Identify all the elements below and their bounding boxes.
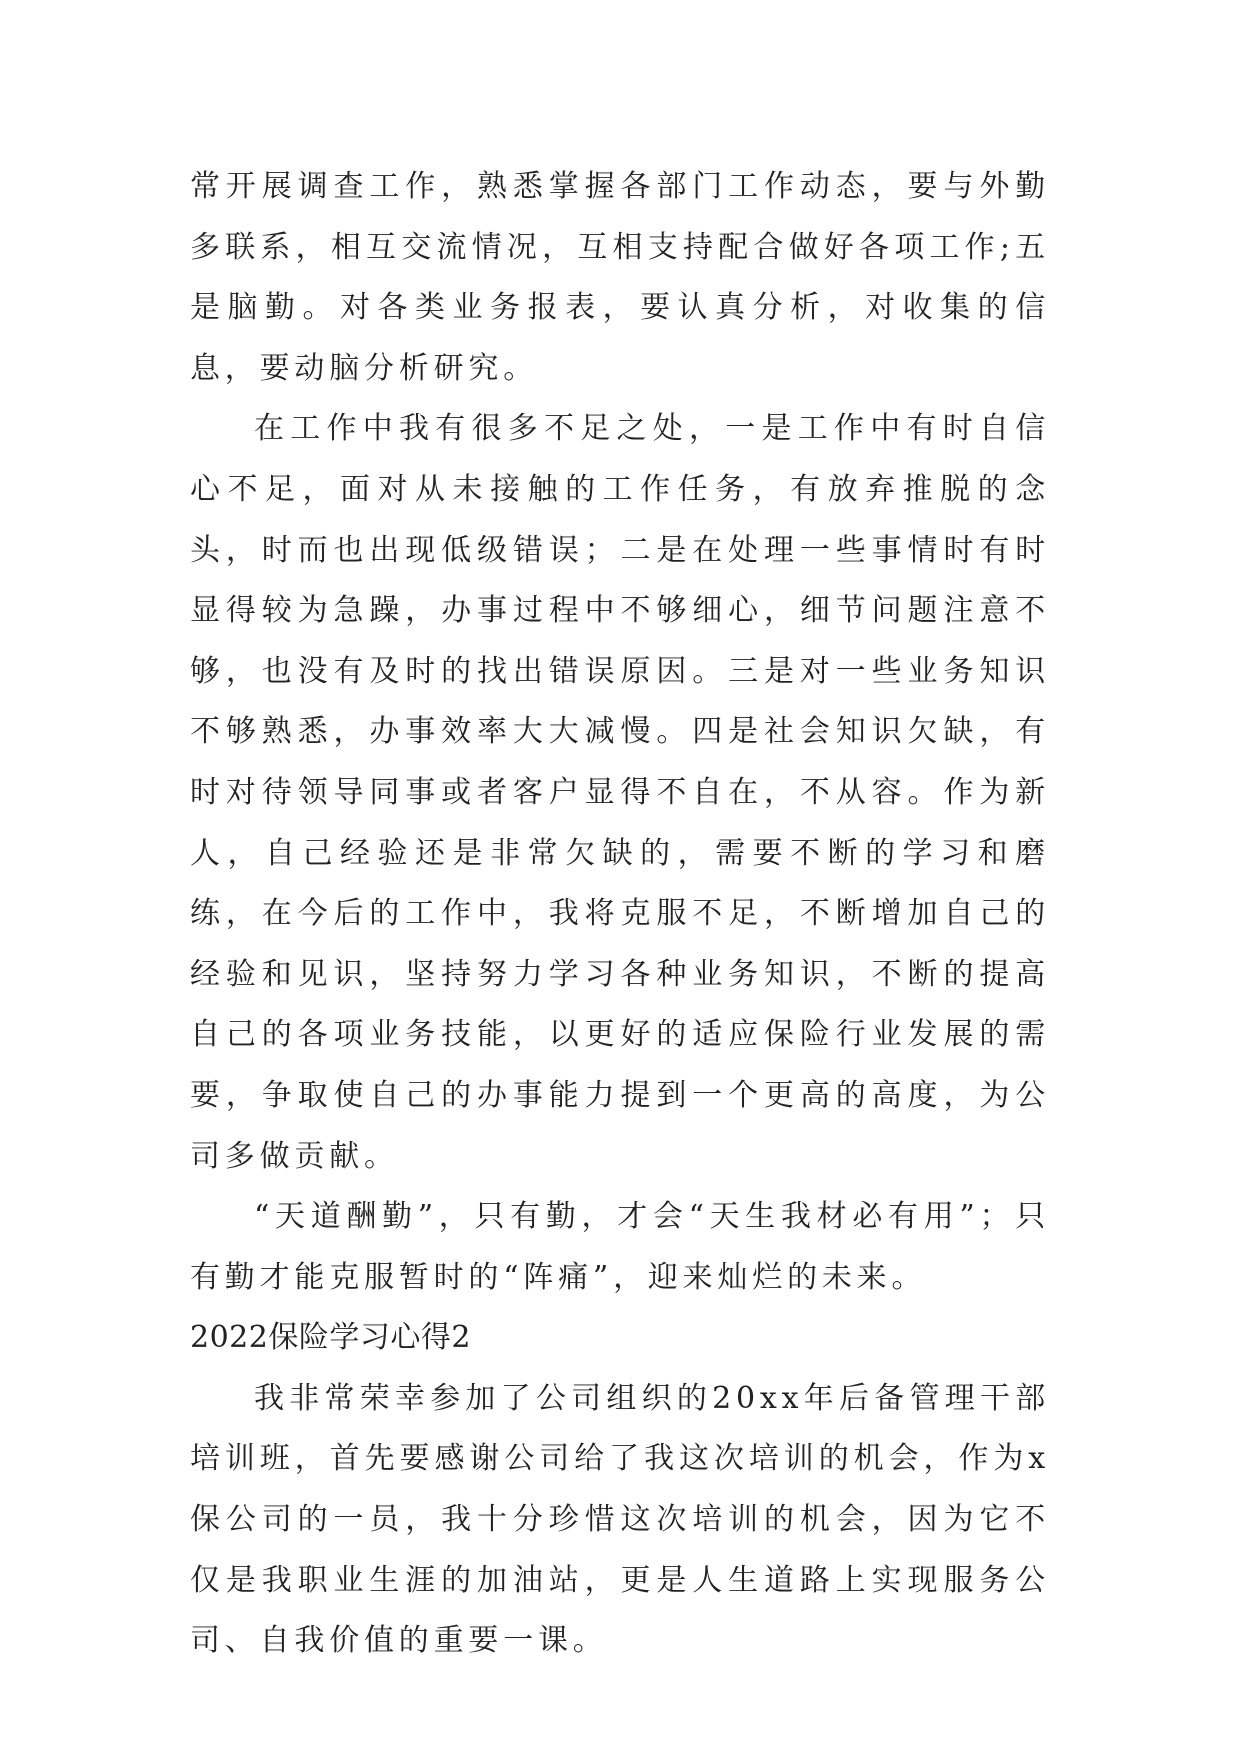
section-heading: 2022保险学习心得2 [190,1320,471,1356]
paragraph-shortcomings: 在工作中我有很多不足之处，一是工作中有时自信心不足，面对从未接触的工作任务，有放弃推脱的念头，时而也出现低级错误；二是在处理一些事情时有时显得较为急躁，办事过程中不够细心，细节问题注意不够，也没有及时的找出错误原因。三是对一些业务知识不够熟悉，办事效率大大减慢。四是社会知识欠缺，有时对待领导同事或者客户显得不自在，不从容。作为新人，自己经验还是非常欠缺的，需要不断的学习和磨练，在今后的工作中，我将克服不足，不断增加自己的经验和见识，坚持努力学习各种业务知识，不断的提高自己的各项业务技能，以更好的适应保险行业发展的需要，争取使自己的办事能力提到一个更高的高度，为公司多做贡献。 [190,411,1050,1174]
paragraph-continued: 常开展调查工作，熟悉掌握各部门工作动态，要与外勤多联系，相互交流情况，互相支持配合做好各项工作;五是脑勤。对各类业务报表，要认真分析，对收集的信息，要动脑分析研究。 [190,169,1050,386]
paragraph-training: 我非常荣幸参加了公司组织的20xx年后备管理干部培训班，首先要感谢公司给了我这次培训的机会，作为x保公司的一员，我十分珍惜这次培训的机会，因为它不仅是我职业生涯的加油站，更是人生道路上实现服务公司、自我价值的重要一课。 [190,1380,1050,1659]
paragraph-diligence: “天道酬勤”，只有勤，才会“天生我材必有用”；只有勤才能克服暂时的“阵痛”，迎来灿烂的未来。 [190,1199,1050,1295]
document-body [190,157,1050,1672]
